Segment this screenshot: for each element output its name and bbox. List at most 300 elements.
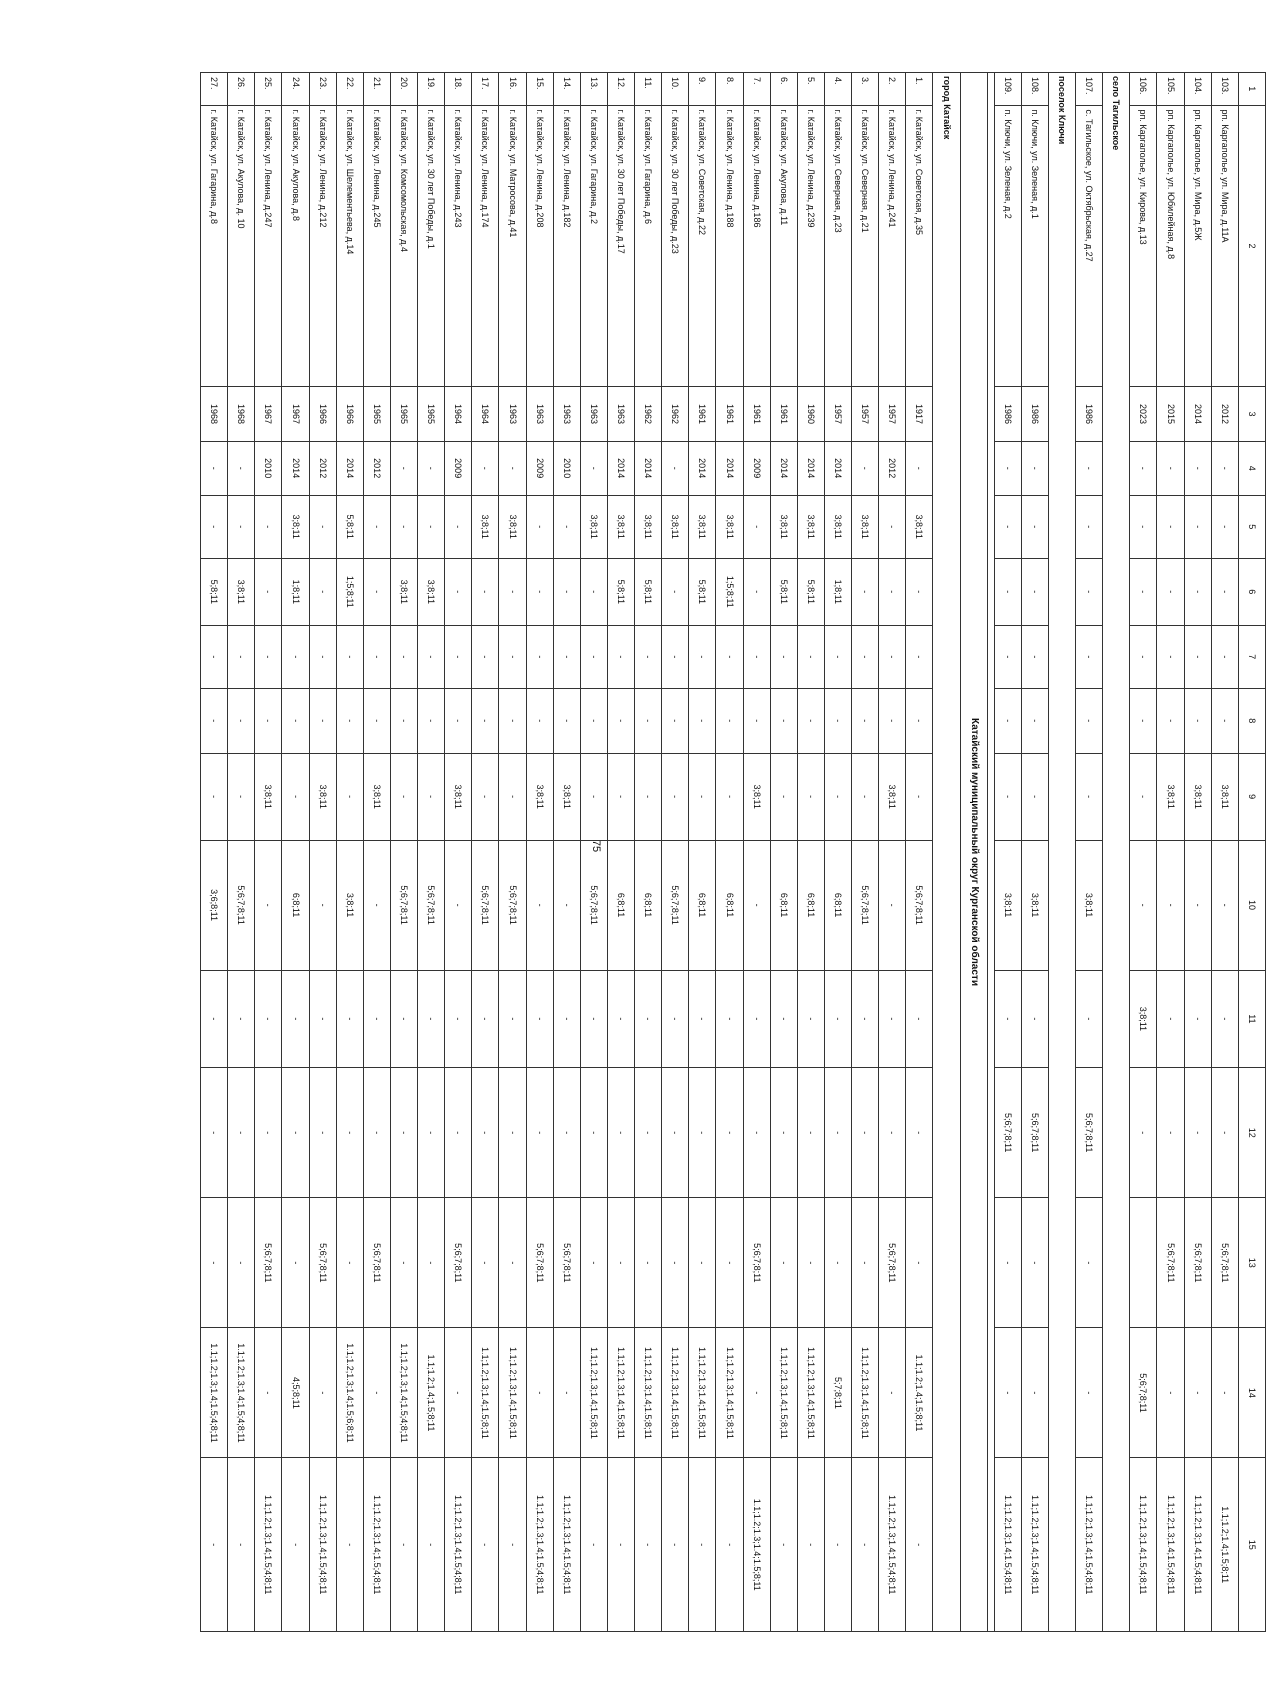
table-cell: г. Катайск, ул. Ленина, д.182 [553, 105, 580, 387]
table-cell: 19. [418, 73, 445, 106]
table-cell: - [1021, 1328, 1048, 1458]
table-cell: - [994, 495, 1021, 558]
table-cell: - [1021, 1198, 1048, 1328]
table-cell: - [282, 688, 309, 753]
table-cell: 5;6;7;8;11 [553, 1198, 580, 1328]
table-cell: - [445, 558, 472, 625]
table-cell: 5;6;7;8;11 [1157, 1198, 1184, 1328]
table-cell: 1967 [255, 387, 282, 441]
table-cell: - [635, 688, 662, 753]
table-cell: г. Катайск, ул. 30 лет Победы, д.1 [418, 105, 445, 387]
table-cell: 1961 [770, 387, 797, 441]
table-cell: г. Катайск, ул. Гагарина, д.8 [201, 105, 228, 387]
header-row [1238, 73, 1265, 1632]
table-cell: - [499, 1458, 526, 1632]
table-cell: 6;8;11 [716, 840, 743, 970]
column-header: 13 [1238, 1198, 1265, 1328]
table-cell: - [906, 1198, 933, 1328]
table-cell: 2009 [445, 441, 472, 495]
table-cell: 108. [1021, 73, 1048, 106]
column-header: 11 [1238, 970, 1265, 1068]
table-cell: 2014 [797, 441, 824, 495]
table-cell: 1965 [418, 387, 445, 441]
table-row [553, 73, 580, 1632]
table-cell: - [255, 688, 282, 753]
table-cell: - [201, 625, 228, 688]
table-cell: 5;6;7;8;11 [879, 1198, 906, 1328]
table-cell: - [309, 688, 336, 753]
table-cell: 3;8;11 [580, 495, 607, 558]
table-cell: г. Катайск, ул. Ленина, д.241 [879, 105, 906, 387]
table-cell: 5;7;8;11 [825, 1328, 852, 1458]
table-cell: - [1184, 625, 1211, 688]
table-cell: - [391, 753, 418, 840]
table-row [994, 73, 1021, 1632]
table-cell: 1.1;1.2;1.3;1.4;1.5;8;11 [472, 1328, 499, 1458]
table-cell: - [391, 970, 418, 1068]
table-cell: 1.1;1.2;1.3;1.4;1.5;8;11 [662, 1328, 689, 1458]
table-cell: - [472, 688, 499, 753]
table-row [336, 73, 363, 1632]
table-cell: 22. [336, 73, 363, 106]
table-cell: 2014 [770, 441, 797, 495]
table-cell [1130, 1198, 1157, 1328]
table-cell: 3;6;8;11 [201, 840, 228, 970]
table-cell: - [1021, 558, 1048, 625]
table-cell: г. Катайск, ул. Шелементьева, д.14 [336, 105, 363, 387]
table-cell: 5;6;7;8;11 [1184, 1198, 1211, 1328]
table-cell: - [994, 625, 1021, 688]
table-cell: - [418, 625, 445, 688]
table-cell: - [499, 1198, 526, 1328]
table-row [363, 73, 390, 1632]
table-cell: г. Катайск, ул. Ленина, д.186 [743, 105, 770, 387]
table-cell: - [797, 688, 824, 753]
table-cell: - [1076, 1198, 1103, 1328]
table-cell: 5;6;7;8;11 [743, 1198, 770, 1328]
table-cell: - [716, 1198, 743, 1328]
table-cell: - [608, 688, 635, 753]
column-header: 15 [1238, 1458, 1265, 1632]
table-cell: 3;8;11 [906, 495, 933, 558]
table-cell: - [472, 558, 499, 625]
table-cell: - [635, 970, 662, 1068]
table-cell: - [1184, 495, 1211, 558]
table-cell: - [309, 970, 336, 1068]
table-cell: - [879, 1068, 906, 1198]
table-cell: 5;8;11 [797, 558, 824, 625]
table-row [472, 73, 499, 1632]
table-cell: - [1211, 625, 1238, 688]
page-number: 75 [590, 839, 602, 853]
table-cell: - [689, 688, 716, 753]
table-cell: - [1157, 840, 1184, 970]
table-row [309, 73, 336, 1632]
table-cell: - [1021, 441, 1048, 495]
table-cell: 1.1;1.2;1.3;1.4;1.5;4;8;11 [526, 1458, 553, 1632]
table-cell: 5;6;7;8;11 [445, 1198, 472, 1328]
table-cell: 3;8;11 [526, 753, 553, 840]
table-cell: 1.1;1.2;1.3;1.4;1.5;4;8;11 [879, 1458, 906, 1632]
table-cell: 1961 [716, 387, 743, 441]
table-cell: 3;8;11 [689, 495, 716, 558]
table-cell: 1.1;1.2;1.3;1.4;1.5;8;11 [608, 1328, 635, 1458]
table-cell: 1.1;1.2;1.3;1.4;1.5;4;8;11 [1157, 1458, 1184, 1632]
table-cell: 3;8;11 [743, 753, 770, 840]
table-cell: г. Катайск, ул. Ленина, д.208 [526, 105, 553, 387]
table-row [879, 73, 906, 1632]
table-cell: - [879, 625, 906, 688]
column-header: 5 [1238, 495, 1265, 558]
table-cell: г. Катайск, ул. Ленина, д.174 [472, 105, 499, 387]
table-cell: - [391, 625, 418, 688]
table-cell: 1.1;1.2;1.3;1.4;1.5;4;8;11 [1076, 1458, 1103, 1632]
table-cell: 6;8;11 [282, 840, 309, 970]
table-row [201, 73, 228, 1632]
table-cell: - [770, 970, 797, 1068]
table-cell: - [635, 1458, 662, 1632]
table-cell: - [689, 1198, 716, 1328]
table-cell: п. Ключи, ул. Зеленая, д.2 [994, 105, 1021, 387]
table-cell: - [391, 1068, 418, 1198]
table-cell: 1963 [499, 387, 526, 441]
table-cell: 1.1;1.2;1.3;1.4;1.5;4;8;11 [201, 1328, 228, 1458]
table-cell: - [825, 1458, 852, 1632]
table-cell: 1;8;11 [825, 558, 852, 625]
table-cell: - [743, 558, 770, 625]
table-cell: 9. [689, 73, 716, 106]
table-cell: - [526, 970, 553, 1068]
table-cell: - [662, 688, 689, 753]
table-cell: - [526, 1328, 553, 1458]
column-header: 10 [1238, 840, 1265, 970]
table-cell: 2014 [1184, 387, 1211, 441]
table-cell: - [445, 495, 472, 558]
table-cell: - [580, 970, 607, 1068]
table-cell: 1963 [608, 387, 635, 441]
table-cell: - [852, 688, 879, 753]
table-cell: - [1211, 970, 1238, 1068]
table-cell: 3;8;11 [391, 558, 418, 625]
section-label: село Тагильское [1103, 73, 1130, 1632]
table-cell: 5;6;7;8;11 [472, 840, 499, 970]
table-row [662, 73, 689, 1632]
table-cell: п. Ключи, ул. Зеленая, д.1 [1021, 105, 1048, 387]
table-cell: 8. [716, 73, 743, 106]
table-cell: г. Катайск, ул. Ленина, д.243 [445, 105, 472, 387]
table-cell: 6. [770, 73, 797, 106]
table-cell: г. Катайск, ул. Ленина, д.245 [363, 105, 390, 387]
table-cell: - [201, 753, 228, 840]
table-cell: 1.1;1.2;1.4;1.5;8;11 [1211, 1458, 1238, 1632]
column-header: 6 [1238, 558, 1265, 625]
table-row [418, 73, 445, 1632]
table-cell: - [906, 441, 933, 495]
table-cell: 1917 [906, 387, 933, 441]
table-cell: 5. [797, 73, 824, 106]
table-cell: - [852, 441, 879, 495]
table-cell: 7. [743, 73, 770, 106]
table-cell: 1. [906, 73, 933, 106]
table-cell: 15. [526, 73, 553, 106]
table-cell: 3;8;11 [1184, 753, 1211, 840]
table-cell: 5;6;7;8;11 [418, 840, 445, 970]
table-cell: - [228, 625, 255, 688]
table-cell: 1.1;1.2;1.3;1.4;1.5;4;8;11 [1130, 1458, 1157, 1632]
table-cell: - [553, 688, 580, 753]
table-cell: 1965 [391, 387, 418, 441]
district-title-row [960, 73, 987, 1632]
table-cell: - [526, 840, 553, 970]
table-cell: - [228, 495, 255, 558]
table-cell: 4. [825, 73, 852, 106]
table-cell: - [1157, 688, 1184, 753]
table-cell: 5;8;11 [635, 558, 662, 625]
table-cell: 1986 [1021, 387, 1048, 441]
table-cell: - [418, 495, 445, 558]
table-cell: - [1021, 970, 1048, 1068]
table-cell: - [499, 441, 526, 495]
table-cell: 3;8;11 [662, 495, 689, 558]
table-cell: - [363, 625, 390, 688]
table-cell: 6;8;11 [635, 840, 662, 970]
table-cell: - [1211, 840, 1238, 970]
table-cell: 107. [1076, 73, 1103, 106]
table-cell: - [363, 688, 390, 753]
table-cell: 5;6;7;8;11 [994, 1068, 1021, 1198]
table-cell: 5;6;7;8;11 [1076, 1068, 1103, 1198]
column-header: 4 [1238, 441, 1265, 495]
table-cell: 2014 [635, 441, 662, 495]
table-cell: 23. [309, 73, 336, 106]
table-cell: - [608, 753, 635, 840]
table-cell: 1.1;1.2;1.3;1.4;1.5;8;11 [716, 1328, 743, 1458]
table-cell: - [879, 688, 906, 753]
table-cell: - [716, 1068, 743, 1198]
table-cell: 104. [1184, 73, 1211, 106]
table-cell: 2023 [1130, 387, 1157, 441]
table-cell: - [282, 625, 309, 688]
table-cell: 1964 [472, 387, 499, 441]
table-cell: - [309, 840, 336, 970]
table-cell: - [662, 441, 689, 495]
table-cell: г. Катайск, ул. Ленина, д.188 [716, 105, 743, 387]
table-cell: 5;8;11 [608, 558, 635, 625]
table-cell: - [255, 970, 282, 1068]
table-cell: - [499, 970, 526, 1068]
table-cell: - [1130, 688, 1157, 753]
table-cell: 11. [635, 73, 662, 106]
table-cell: - [662, 1068, 689, 1198]
table-cell: - [994, 1328, 1021, 1458]
table-cell: 1957 [852, 387, 879, 441]
table-cell: - [608, 1458, 635, 1632]
table-cell: - [852, 753, 879, 840]
table-cell: 1.1;1.2;1.3;1.4;1.5;4;8;11 [391, 1328, 418, 1458]
table-cell: 6;8;11 [825, 840, 852, 970]
table-cell: 1965 [363, 387, 390, 441]
table-cell: 1.1;1.2;1.3;1.4;1.5;8;11 [635, 1328, 662, 1458]
table-row [689, 73, 716, 1632]
table-cell: - [499, 688, 526, 753]
table-cell: 12. [608, 73, 635, 106]
table-cell: - [201, 688, 228, 753]
table-cell: - [608, 1198, 635, 1328]
table-cell: - [526, 688, 553, 753]
table-cell: - [418, 970, 445, 1068]
table-cell: 5;8;11 [201, 558, 228, 625]
table-cell: - [418, 1068, 445, 1198]
table-cell: 1963 [580, 387, 607, 441]
table-cell: 2014 [282, 441, 309, 495]
table-cell: - [825, 970, 852, 1068]
table-cell: - [1130, 840, 1157, 970]
table-cell: рп. Каргаполье, ул. Мира, д.11А [1211, 105, 1238, 387]
table-cell: - [553, 558, 580, 625]
table-cell: 5;6;7;8;11 [391, 840, 418, 970]
table-cell: - [255, 495, 282, 558]
table-cell: - [391, 688, 418, 753]
table-cell: 1963 [553, 387, 580, 441]
table-cell: 3;8;11 [363, 753, 390, 840]
table-cell: - [1076, 1328, 1103, 1458]
table-body [201, 73, 1266, 1632]
table-cell: 3;8;11 [336, 840, 363, 970]
table-cell: 14. [553, 73, 580, 106]
table-cell: 5;6;7;8;11 [526, 1198, 553, 1328]
table-cell: - [336, 1198, 363, 1328]
table-cell: 2012 [1211, 387, 1238, 441]
table-cell: 6;8;11 [689, 840, 716, 970]
table-cell: - [1021, 753, 1048, 840]
table-cell: 2010 [553, 441, 580, 495]
table-cell: 3;8;11 [418, 558, 445, 625]
table-cell: 2012 [309, 441, 336, 495]
table-cell: 20. [391, 73, 418, 106]
table-cell: - [716, 688, 743, 753]
table-cell: 1.1;1.2;1.3;1.4;1.5;8;11 [689, 1328, 716, 1458]
table-cell: 3;8;11 [1076, 840, 1103, 970]
table-cell: - [336, 970, 363, 1068]
section-label: поселок Ключи [1049, 73, 1076, 1632]
table-cell: 3;8;11 [608, 495, 635, 558]
table-cell: - [255, 1328, 282, 1458]
table-cell: 1.1;1.2;1.3;1.4;1.5;8;11 [580, 1328, 607, 1458]
housing-table [200, 72, 1266, 1632]
table-cell: - [1157, 1328, 1184, 1458]
table-cell: - [1184, 970, 1211, 1068]
table-cell: 3;8;11 [879, 753, 906, 840]
table-cell: - [553, 495, 580, 558]
table-cell: 1.1;1.2;1.3;1.4;1.5;8;11 [797, 1328, 824, 1458]
table-cell: - [472, 625, 499, 688]
table-cell: - [879, 558, 906, 625]
table-cell: 1.1;1.2;1.3;1.4;1.5;8;11 [852, 1328, 879, 1458]
table-cell: - [770, 1458, 797, 1632]
table-cell: 27. [201, 73, 228, 106]
table-cell: - [1076, 495, 1103, 558]
table-cell: рп. Каргаполье, ул. Мира, д.5Ж [1184, 105, 1211, 387]
table-cell: 1.1;1.2;1.3;1.4;1.5;8;11 [770, 1328, 797, 1458]
table-cell: - [391, 1198, 418, 1328]
table-cell: 1964 [445, 387, 472, 441]
table-cell: 3. [852, 73, 879, 106]
table-cell: - [770, 753, 797, 840]
table-cell: - [1130, 495, 1157, 558]
table-cell: 2014 [336, 441, 363, 495]
table-cell: - [228, 970, 255, 1068]
column-header: 8 [1238, 688, 1265, 753]
table-cell: - [363, 558, 390, 625]
table-cell: 1986 [994, 387, 1021, 441]
table-cell: - [499, 753, 526, 840]
table-cell: 2009 [526, 441, 553, 495]
table-cell: - [553, 840, 580, 970]
table-row [445, 73, 472, 1632]
table-cell: - [1021, 688, 1048, 753]
table-cell: - [1157, 495, 1184, 558]
table-cell: 2014 [608, 441, 635, 495]
table-cell: г. Катайск, ул. Ленина, д.247 [255, 105, 282, 387]
table-cell: 6;8;11 [797, 840, 824, 970]
table-cell: - [472, 441, 499, 495]
table-cell: 1;5;8;11 [336, 558, 363, 625]
table-cell: - [743, 970, 770, 1068]
table-cell: 5;6;7;8;11 [363, 1198, 390, 1328]
table-cell: г. Катайск, ул. Северная, д.21 [852, 105, 879, 387]
table-cell: - [825, 1198, 852, 1328]
table-cell: 1961 [689, 387, 716, 441]
table-cell: - [580, 1068, 607, 1198]
table-cell: - [994, 441, 1021, 495]
table-cell: - [1211, 558, 1238, 625]
table-cell: - [472, 753, 499, 840]
table-cell: - [906, 1458, 933, 1632]
table-cell: 2012 [879, 441, 906, 495]
table-cell: - [363, 970, 390, 1068]
table-cell: 2010 [255, 441, 282, 495]
column-header: 7 [1238, 625, 1265, 688]
table-cell: 3;8;11 [770, 495, 797, 558]
table-cell: - [445, 1068, 472, 1198]
table-cell: 1;5;8;11 [716, 558, 743, 625]
table-cell: - [580, 753, 607, 840]
table-cell: 1.1;1.2;1.4;1.5;8;11 [906, 1328, 933, 1458]
table-cell: - [472, 1198, 499, 1328]
table-cell: 5;6;7;8;11 [255, 1198, 282, 1328]
table-cell: г. Катайск, ул. Акулова, д.8 [282, 105, 309, 387]
table-cell: - [553, 625, 580, 688]
table-cell: - [1130, 753, 1157, 840]
table-cell: 25. [255, 73, 282, 106]
table-cell: - [336, 688, 363, 753]
table-cell: 16. [499, 73, 526, 106]
table-cell: г. Катайск, ул. Комсомольская, д.4 [391, 105, 418, 387]
table-cell: - [580, 688, 607, 753]
table-cell: - [228, 753, 255, 840]
table-cell: - [282, 970, 309, 1068]
table-cell: с. Тагильское, ул. Октябрьская, д.27 [1076, 105, 1103, 387]
table-cell: - [994, 558, 1021, 625]
table-cell: 1.1;1.2;1.3;1.4;1.5;4;8;11 [1184, 1458, 1211, 1632]
table-cell: - [445, 625, 472, 688]
table-cell: 3;8;11 [716, 495, 743, 558]
table-cell: 5;6;7;8;11 [1130, 1328, 1157, 1458]
table-cell: 5;6;7;8;11 [1211, 1198, 1238, 1328]
table-cell: - [743, 688, 770, 753]
table-cell: 3;8;11 [1157, 753, 1184, 840]
table-cell: - [689, 625, 716, 688]
